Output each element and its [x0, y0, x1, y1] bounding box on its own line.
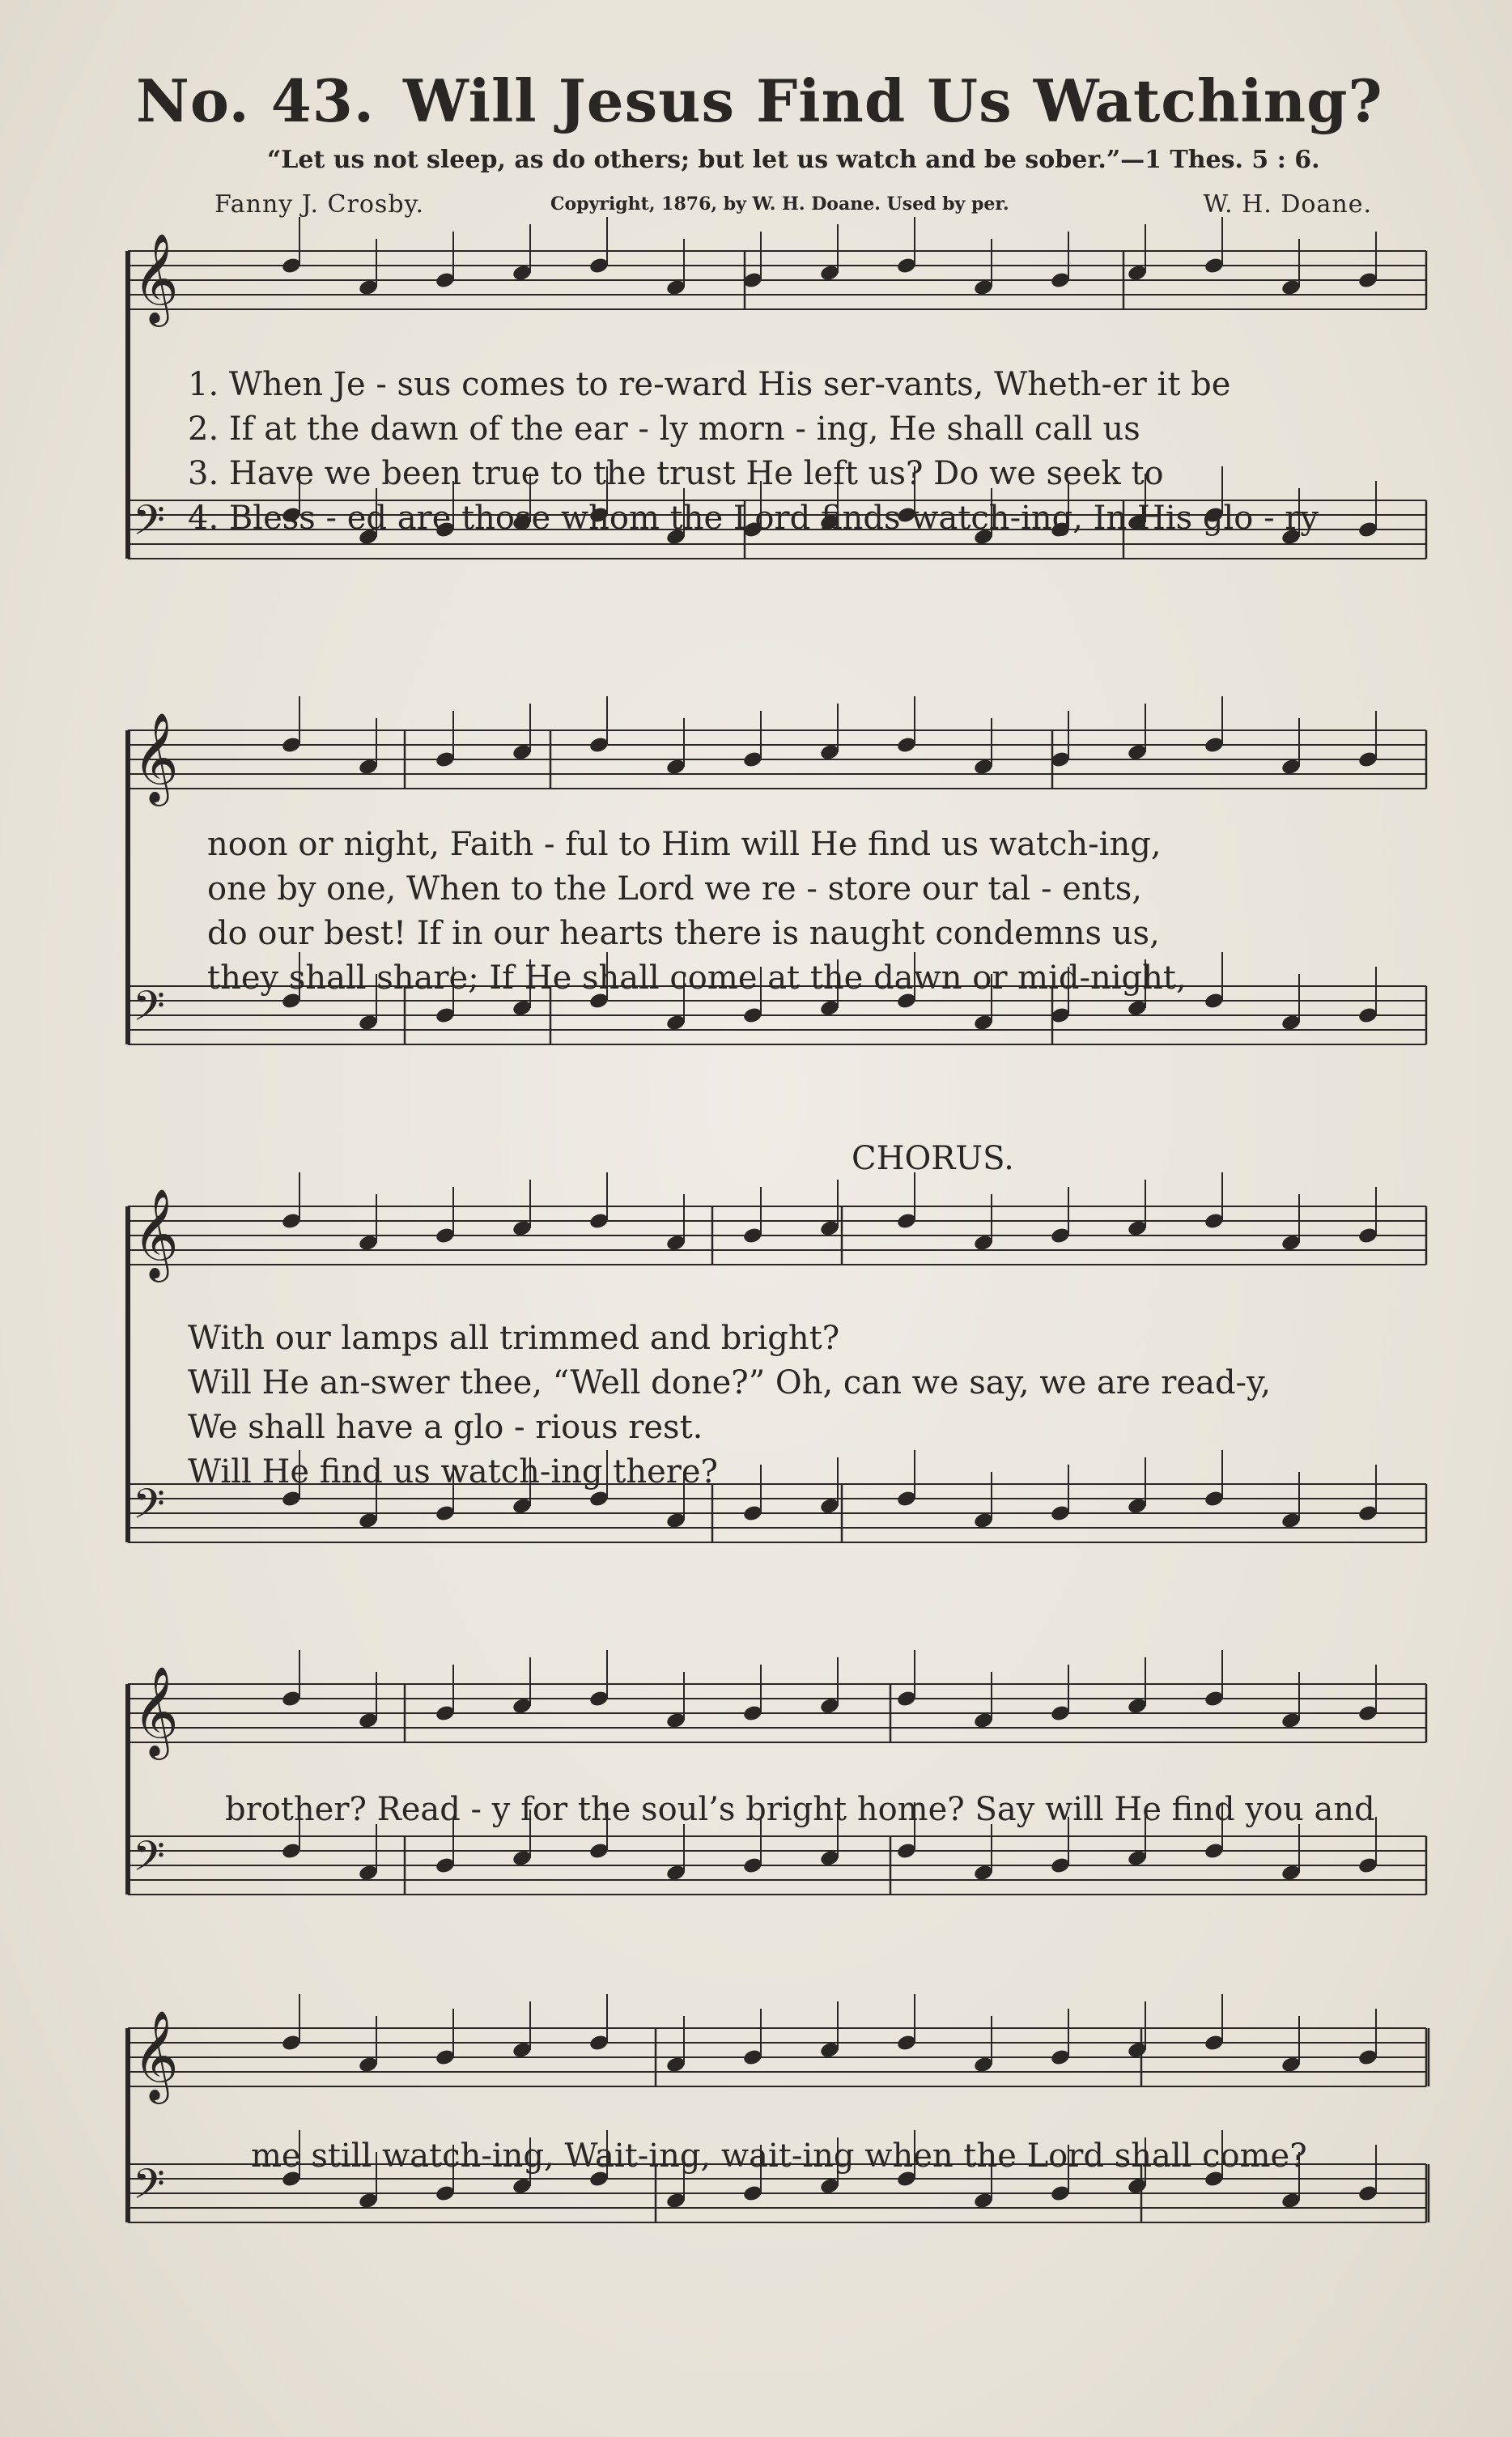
- bass-clef-icon: 𝄢: [133, 1479, 165, 1538]
- verse-4-line-1: 4. Bless - ed are those whom the Lord finds watch-ing, In His glo - ry: [188, 500, 1319, 537]
- bass-clef-icon: 𝄢: [133, 495, 165, 555]
- chorus-lyrics-line-1: brother? Read - y for the soul’s bright home? Say will He find you and: [225, 1791, 1375, 1828]
- lyricist: Fanny J. Crosby.: [214, 190, 425, 219]
- hymn-title: Will Jesus Find Us Watching?: [403, 66, 1383, 135]
- treble-clef-icon: 𝄞: [133, 2010, 179, 2100]
- verse-1-line-1: 1. When Je - sus comes to re-ward His ser-vants, Wheth-er it be: [188, 366, 1231, 403]
- verse-1-line-2: noon or night, Faith - ful to Him will He find us watch-ing,: [207, 826, 1162, 863]
- verse-3-line-3: We shall have a glo - rious rest.: [188, 1409, 703, 1446]
- bass-clef-icon: 𝄢: [133, 2159, 165, 2218]
- verse-2-line-2: one by one, When to the Lord we re - store our tal - ents,: [207, 870, 1142, 908]
- verse-3-line-2: do our best! If in our hearts there is naught condemns us,: [207, 915, 1160, 952]
- verse-4-line-2: they shall share; If He shall come at the dawn or mid-night,: [207, 959, 1187, 997]
- bass-clef-icon: 𝄢: [133, 1831, 165, 1890]
- treble-clef-icon: 𝄞: [133, 232, 179, 323]
- treble-clef-icon: 𝄞: [133, 712, 179, 802]
- hymn-number: No. 43.: [136, 66, 375, 135]
- copyright-notice: Copyright, 1876, by W. H. Doane. Used by per.: [550, 194, 1009, 215]
- composer: W. H. Doane.: [1203, 190, 1372, 219]
- bass-clef-icon: 𝄢: [133, 981, 165, 1040]
- chorus-label: CHORUS.: [852, 1140, 1014, 1177]
- verse-1-line-3: With our lamps all trimmed and bright?: [188, 1320, 840, 1357]
- verse-2-line-1: 2. If at the dawn of the ear - ly morn - ing, He shall call us: [188, 410, 1140, 448]
- treble-clef-icon: 𝄞: [133, 1665, 179, 1756]
- scripture-epigraph: “Let us not sleep, as do others; but let us watch and be sober.”—1 Thes. 5 : 6.: [267, 146, 1320, 174]
- verse-4-line-3: Will He find us watch-ing there?: [188, 1453, 718, 1491]
- chorus-lyrics-line-2: me still watch-ing, Wait-ing, wait-ing when the Lord shall come?: [251, 2137, 1307, 2175]
- verse-3-line-1: 3. Have we been true to the trust He left us? Do we seek to: [188, 455, 1164, 492]
- verse-2-line-3: Will He an-swer thee, “Well done?” Oh, can we say, we are read-y,: [188, 1364, 1272, 1401]
- treble-clef-icon: 𝄞: [133, 1188, 179, 1278]
